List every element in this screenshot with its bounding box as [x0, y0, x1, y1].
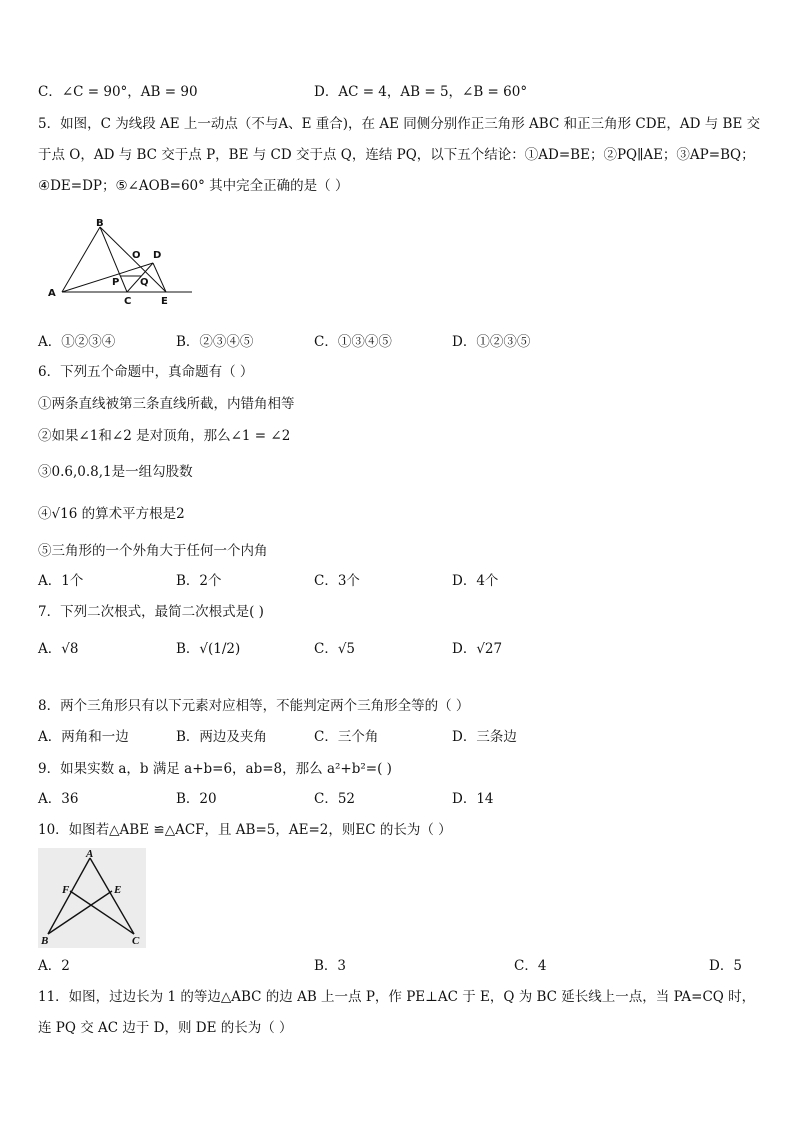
- q5-label-a: A: [48, 288, 56, 299]
- q10-option-d: D．5: [709, 958, 742, 974]
- q7-option-d: D．√27: [452, 641, 503, 657]
- q8-option-b: B．两边及夹角: [176, 729, 267, 745]
- q5-label-b: B: [96, 218, 104, 229]
- q6-option-d: D．4个: [452, 573, 499, 589]
- q10-label-f: F: [62, 884, 70, 896]
- q6-item-3: ③0.6,0.8,1是一组勾股数: [38, 464, 193, 480]
- q10-option-c: C．4: [514, 958, 547, 974]
- q10-label-a: A: [86, 848, 94, 860]
- q10-option-a: A．2: [38, 958, 70, 974]
- q5-stem-line2: 于点 O，AD 与 BC 交于点 P，BE 与 CD 交于点 Q，连结 PQ，以下五个结论：①AD=BE；②PQ∥AE；③AP=BQ；: [38, 147, 755, 163]
- q7-option-a: A．√8: [38, 641, 79, 657]
- q5-option-a: A．①②③④: [38, 334, 116, 350]
- q5-stem-line1: 5．如图，C 为线段 AE 上一动点（不与A、E 重合)，在 AE 同侧分别作正三角形 ABC 和正三角形 CDE，AD 与 BE 交: [38, 116, 761, 132]
- q5-option-c: C．①③④⑤: [314, 334, 392, 350]
- q10-option-b: B．3: [314, 958, 347, 974]
- q6-option-c: C．3个: [314, 573, 360, 589]
- q8-stem: 8．两个三角形只有以下元素对应相等，不能判定两个三角形全等的（ ）: [38, 698, 470, 714]
- q10-stem: 10．如图若△ABE ≌△ACF，且 AB=5，AE=2，则EC 的长为（ ）: [38, 822, 452, 838]
- q6-option-a: A．1个: [38, 573, 84, 589]
- q5-label-d: D: [153, 250, 162, 261]
- q8-option-d: D．三条边: [452, 729, 517, 745]
- q5-label-p: P: [112, 277, 120, 288]
- q5-stem-line3: ④DE=DP；⑤∠AOB=60° 其中完全正确的是（ ）: [38, 178, 349, 194]
- q10-figure: [38, 848, 146, 948]
- q6-item-1: ①两条直线被第三条直线所截，内错角相等: [38, 396, 295, 412]
- q10-label-c: C: [132, 935, 140, 947]
- q9-option-b: B．20: [176, 791, 217, 807]
- q8-option-c: C．三个角: [314, 729, 379, 745]
- q4-option-c: C．∠C = 90°，AB = 90: [38, 84, 198, 100]
- q5-option-b: B．②③④⑤: [176, 334, 254, 350]
- q5-label-q: Q: [140, 277, 149, 288]
- q11-stem-line2: 连 PQ 交 AC 边于 D，则 DE 的长为（ ）: [38, 1020, 293, 1036]
- q10-label-e: E: [114, 884, 122, 896]
- q5-option-d: D．①②③⑤: [452, 334, 531, 350]
- q4-option-d: D．AC = 4，AB = 5，∠B = 60°: [314, 84, 528, 100]
- q7-stem: 7．下列二次根式，最简二次根式是( ): [38, 604, 264, 620]
- q9-option-a: A．36: [38, 791, 79, 807]
- q8-option-a: A．两角和一边: [38, 729, 129, 745]
- q5-label-c: C: [124, 296, 132, 307]
- q6-item-2: ②如果∠1和∠2 是对顶角，那么∠1 = ∠2: [38, 428, 291, 444]
- q5-figure: [40, 215, 240, 315]
- q7-option-b: B．√(1/2): [176, 641, 241, 657]
- q10-label-b: B: [41, 935, 49, 947]
- q7-option-c: C．√5: [314, 641, 356, 657]
- q9-option-d: D．14: [452, 791, 494, 807]
- q6-stem: 6．下列五个命题中，真命题有（ ）: [38, 364, 254, 380]
- q5-label-e: E: [161, 296, 168, 307]
- q6-item-4: ④√16 的算术平方根是2: [38, 506, 185, 522]
- q9-stem: 9．如果实数 a，b 满足 a+b=6，ab=8，那么 a²+b²=( ): [38, 761, 392, 777]
- q9-option-c: C．52: [314, 791, 356, 807]
- q11-stem-line1: 11．如图，过边长为 1 的等边△ABC 的边 AB 上一点 P，作 PE⊥AC 于 E，Q 为 BC 延长线上一点，当 PA=CQ 时，: [38, 989, 756, 1005]
- q6-item-5: ⑤三角形的一个外角大于任何一个内角: [38, 543, 268, 559]
- q5-label-o: O: [132, 250, 141, 261]
- q6-option-b: B．2个: [176, 573, 222, 589]
